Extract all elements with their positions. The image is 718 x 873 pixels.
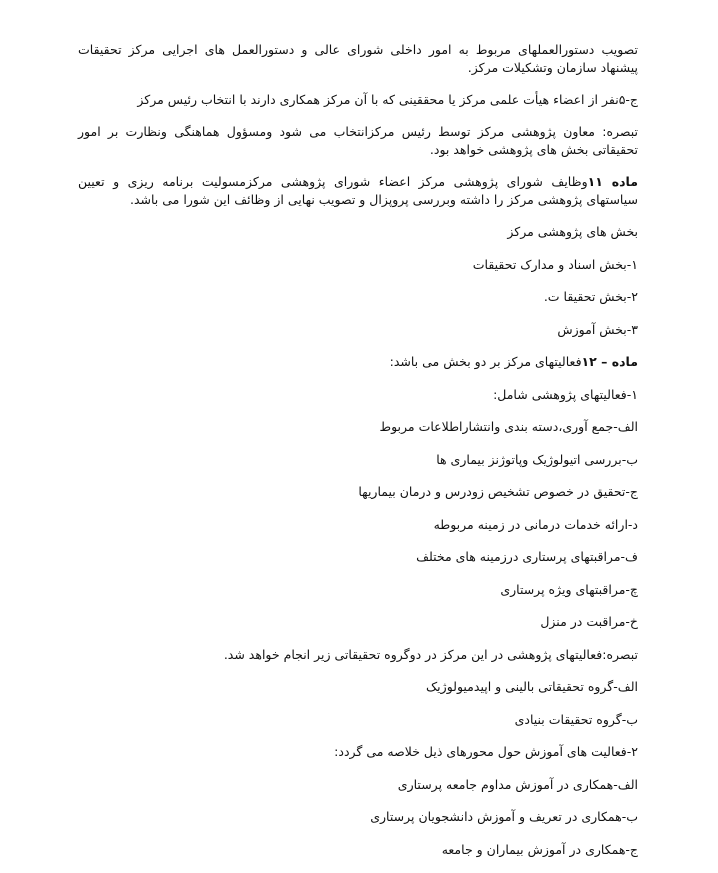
section-item-3: ۳-بخش آموزش <box>557 321 638 337</box>
research-item: چ-مراقبتهای ویژه پرستاری <box>500 581 638 597</box>
research-group-item: ب-گروه تحقیقات بنیادی <box>514 711 638 727</box>
paragraph-approval: تصویب دستورالعملهای مربوط به امور داخلی شورای عالی و دستورالعمل های اجرایی مرکز تحقیقات پیشنهاد سازمان وتشکیلات مرکز. <box>78 42 638 75</box>
research-item: خ-مراقبت در منزل <box>540 614 638 629</box>
research-item: ج-تحقیق در خصوص تشخیص زودرس و درمان بیماریها <box>358 484 638 499</box>
article-11-label: ماده ۱۱ <box>587 174 638 189</box>
note-research-groups: تبصره:فعالیتهای پژوهشی در این مرکز در دوگروه تحقیقاتی زیر انجام خواهد شد. <box>223 646 638 662</box>
article-11-text: وظایف شورای پژوهشی مرکز اعضاء شورای پژوهشی مرکزمسولیت برنامه ریزی و تعیین سیاستهای پژوهشی مرکز را داشته وبررسی پروپزال و تصویب نهایی از وظائف این شورا می باشد. <box>78 174 638 207</box>
research-item: د-ارائه خدمات درمانی در زمینه مربوطه <box>433 516 638 532</box>
education-item: ج-همکاری در آموزش بیماران و جامعه <box>441 841 638 857</box>
article-12-text: فعالیتهای مرکز بر دو بخش می باشد: <box>389 354 582 369</box>
section-item-1: ۱-بخش اسناد و مدارک تحقیقات <box>472 256 638 272</box>
education-item: ب-همکاری در تعریف و آموزش دانشجویان پرستاری <box>370 809 638 824</box>
section-item-2: ۲-بخش تحقیقا ت. <box>543 289 638 304</box>
education-heading: ۲-فعالیت های آموزش حول محورهای ذیل خلاصه می گردد: <box>334 744 638 759</box>
research-item: ف-مراقبتهای پرستاری درزمینه های مختلف <box>416 549 638 564</box>
paragraph-clause-c: ج-۵نفر از اعضاء هیأت علمی مرکز یا محققینی که با آن مرکز همکاری دارند با انتخاب رئیس مرکز <box>137 92 638 107</box>
paragraph-note-deputy: تبصره: معاون پژوهشی مرکز توسط رئیس مرکزانتخاب می شود ومسؤول هماهنگی ونظارت بر امور تحقیقاتی بخش های پژوهشی خواهد بود. <box>78 124 638 157</box>
education-item: الف-همکاری در آموزش مداوم جامعه پرستاری <box>397 776 638 792</box>
sections-heading: بخش های پژوهشی مرکز <box>507 224 638 239</box>
article-12-label: ماده – ۱۲ <box>581 354 638 369</box>
research-item: الف-جمع آوری،دسته بندی وانتشاراطلاعات مربوط <box>379 419 638 434</box>
document-body <box>78 41 638 873</box>
research-heading: ۱-فعالیتهای پژوهشی شامل: <box>493 386 638 402</box>
research-item: ب-بررسی اتیولوژیک وپاتوژنز بیماری ها <box>436 451 638 467</box>
paragraph-article-11 <box>78 173 638 209</box>
paragraph-article-12 <box>78 353 638 371</box>
research-group-item: الف-گروه تحقیقاتی بالینی و اپیدمیولوژیک <box>425 679 638 694</box>
